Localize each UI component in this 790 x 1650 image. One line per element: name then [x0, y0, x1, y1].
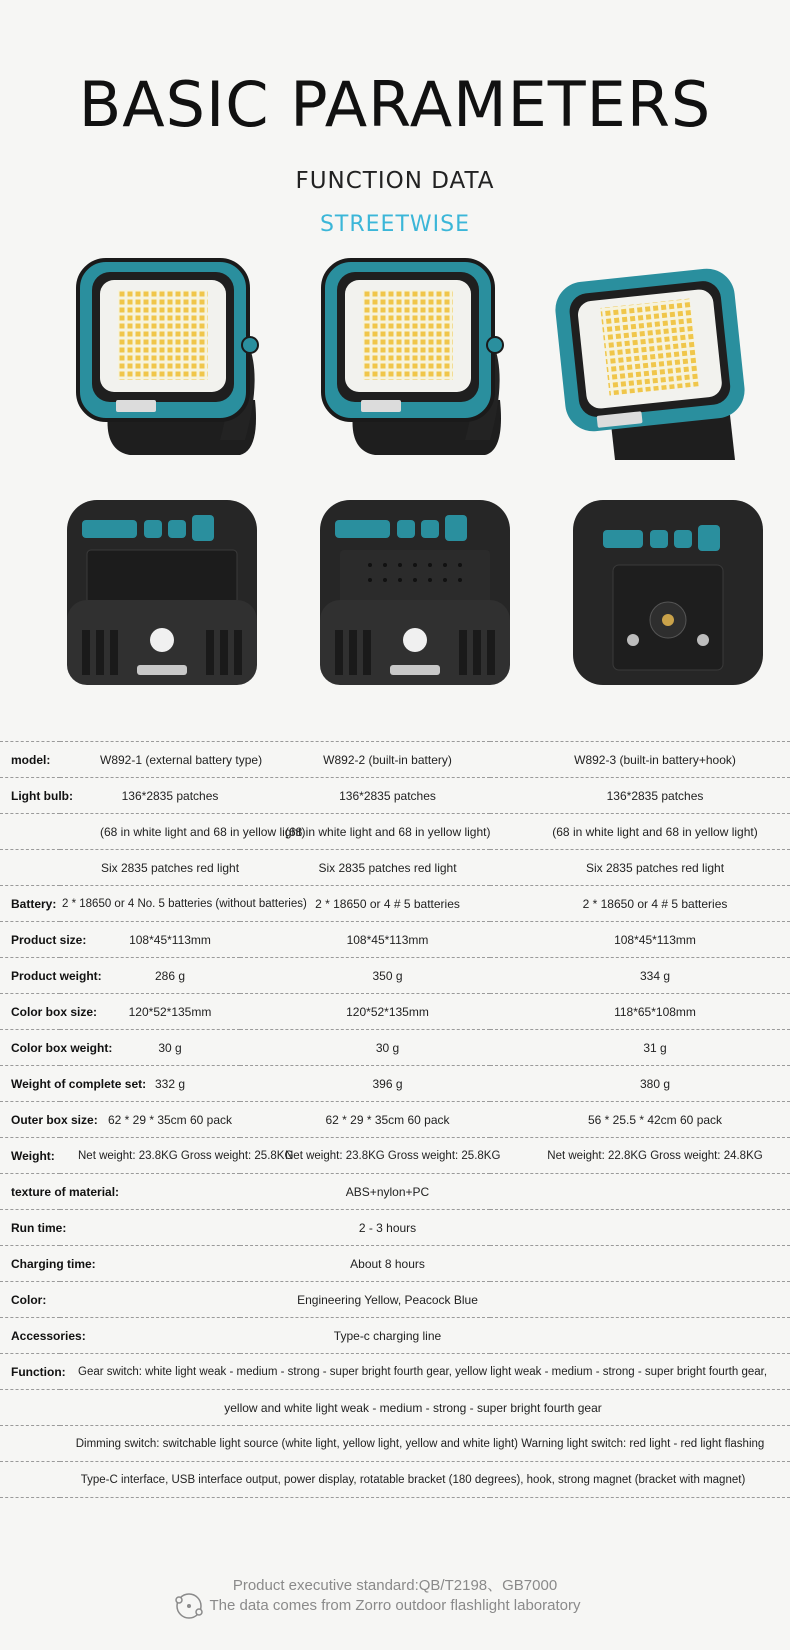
product-photos — [0, 250, 790, 705]
cell-value: 120*52*135mm — [240, 994, 490, 1030]
table-row-color — [0, 1282, 790, 1318]
cell-value: 62 * 29 * 35cm 60 pack — [60, 1102, 240, 1138]
cell-value: About 8 hours — [240, 1246, 490, 1282]
cell-value: 334 g — [490, 958, 790, 994]
lamp-front-w892-3 — [560, 265, 760, 475]
row-label: Outer box size: — [0, 1102, 60, 1138]
table-row-outer-box — [0, 1102, 790, 1138]
cell-value: Dimming switch: switchable light source (white light, yellow light, yellow and white light) Warning light switch: red light - red light flashing — [0, 1426, 790, 1462]
page-title: BASIC PARAMETERS — [78, 68, 712, 141]
lamp-back-w892-1 — [62, 495, 262, 695]
cell-value: (68 in white light and 68 in yellow light) — [240, 814, 490, 850]
table-row-run-time — [0, 1210, 790, 1246]
cell-value: yellow and white light weak - medium - strong - super bright fourth gear — [0, 1390, 790, 1426]
cell-value: 332 g — [60, 1066, 240, 1102]
table-row-bulb-detail — [0, 814, 790, 850]
cell-value: Type-c charging line — [240, 1318, 490, 1354]
cell-value: 350 g — [240, 958, 490, 994]
footer-source: The data comes from Zorro outdoor flashlight laboratory — [209, 1597, 581, 1614]
lamp-front-w892-2 — [315, 250, 515, 470]
row-label: model: — [0, 742, 60, 778]
cell-value: W892-3 (built-in battery+hook) — [490, 742, 790, 778]
cell-value: 108*45*113mm — [490, 922, 790, 958]
section-subtitle: FUNCTION DATA — [295, 168, 495, 194]
row-label: Light bulb: — [0, 778, 60, 814]
cell-value: (68 in white light and 68 in yellow light) — [60, 814, 240, 850]
row-label: Charging time: — [0, 1246, 60, 1282]
lamp-back-w892-2 — [315, 495, 515, 695]
row-label: Product weight: — [0, 958, 60, 994]
cell-value: 2 * 18650 or 4 # 5 batteries — [240, 886, 490, 922]
cell-value: 2 * 18650 or 4 # 5 batteries — [490, 886, 790, 922]
cell-value: 380 g — [490, 1066, 790, 1102]
row-label: Weight of complete set: — [0, 1066, 60, 1102]
row-label: Accessories: — [0, 1318, 60, 1354]
row-label: Function: — [0, 1354, 60, 1390]
brand-name: STREETWISE — [319, 212, 471, 237]
cell-value: 136*2835 patches — [240, 778, 490, 814]
cell-value: 120*52*135mm — [60, 994, 240, 1030]
row-label: Color box size: — [0, 994, 60, 1030]
cell-value: Six 2835 patches red light — [60, 850, 240, 886]
cell-value: 30 g — [240, 1030, 490, 1066]
cell-value: 286 g — [60, 958, 240, 994]
cell-value: 108*45*113mm — [60, 922, 240, 958]
cell-value: Engineering Yellow, Peacock Blue — [240, 1282, 490, 1318]
cell-value: 2 * 18650 or 4 No. 5 batteries (without batteries) — [60, 886, 240, 922]
row-label: Run time: — [0, 1210, 60, 1246]
cell-value: 108*45*113mm — [240, 922, 490, 958]
table-row-product-size — [0, 922, 790, 958]
footer-standard: Product executive standard:QB/T2198、GB7000 — [232, 1577, 558, 1594]
cell-value: 136*2835 patches — [490, 778, 790, 814]
table-row-set-weight — [0, 1066, 790, 1102]
cell-value: Six 2835 patches red light — [240, 850, 490, 886]
table-row-bulb — [0, 778, 790, 814]
table-row-color-box-weight — [0, 1030, 790, 1066]
cell-value: 136*2835 patches — [60, 778, 240, 814]
row-label: Product size: — [0, 922, 60, 958]
cell-value: Six 2835 patches red light — [490, 850, 790, 886]
table-row-color-box-size — [0, 994, 790, 1030]
table-row-function-3 — [0, 1426, 790, 1462]
row-label: Color: — [0, 1282, 60, 1318]
row-label: Weight: — [0, 1138, 60, 1174]
lamp-back-w892-3 — [568, 495, 768, 695]
cell-value: W892-1 (external battery type) — [60, 742, 240, 778]
cell-value: 62 * 29 * 35cm 60 pack — [240, 1102, 490, 1138]
lamp-front-w892-1 — [70, 250, 270, 470]
cell-value: 30 g — [60, 1030, 240, 1066]
cell-value: 2 - 3 hours — [240, 1210, 490, 1246]
cell-value: Net weight: 23.8KG Gross weight: 25.8KG — [60, 1138, 240, 1174]
cell-value: (68 in white light and 68 in yellow light) — [490, 814, 790, 850]
table-row-battery — [0, 886, 790, 922]
cell-value: 31 g — [490, 1030, 790, 1066]
cell-value: ABS+nylon+PC — [240, 1174, 490, 1210]
cell-value: Net weight: 22.8KG Gross weight: 24.8KG — [490, 1138, 790, 1174]
table-row-charging-time — [0, 1246, 790, 1282]
cell-value: Gear switch: white light weak - medium - strong - super bright fourth gear, yellow light weak - medium - strong - super bright fourth gear, — [60, 1354, 790, 1390]
row-label: Color box weight: — [0, 1030, 60, 1066]
cell-value: 56 * 25.5 * 42cm 60 pack — [490, 1102, 790, 1138]
cell-value: W892-2 (built-in battery) — [240, 742, 490, 778]
cell-value: 396 g — [240, 1066, 490, 1102]
table-row-function-2 — [0, 1390, 790, 1426]
table-row-function — [0, 1354, 790, 1390]
table-row-weight — [0, 1138, 790, 1174]
row-label: texture of material: — [0, 1174, 60, 1210]
cell-value: Type-C interface, USB interface output, power display, rotatable bracket (180 degrees), hook, strong magnet (bracket with magnet) — [0, 1462, 790, 1498]
table-row-function-4 — [0, 1462, 790, 1498]
table-row-product-weight — [0, 958, 790, 994]
table-row-model — [0, 742, 790, 778]
cell-value: 118*65*108mm — [490, 994, 790, 1030]
spec-table — [0, 741, 790, 1498]
table-row-accessories — [0, 1318, 790, 1354]
row-label: Battery: — [0, 886, 60, 922]
table-row-material — [0, 1174, 790, 1210]
cell-value: Net weight: 23.8KG Gross weight: 25.8KG — [240, 1138, 490, 1174]
table-row-red-light — [0, 850, 790, 886]
